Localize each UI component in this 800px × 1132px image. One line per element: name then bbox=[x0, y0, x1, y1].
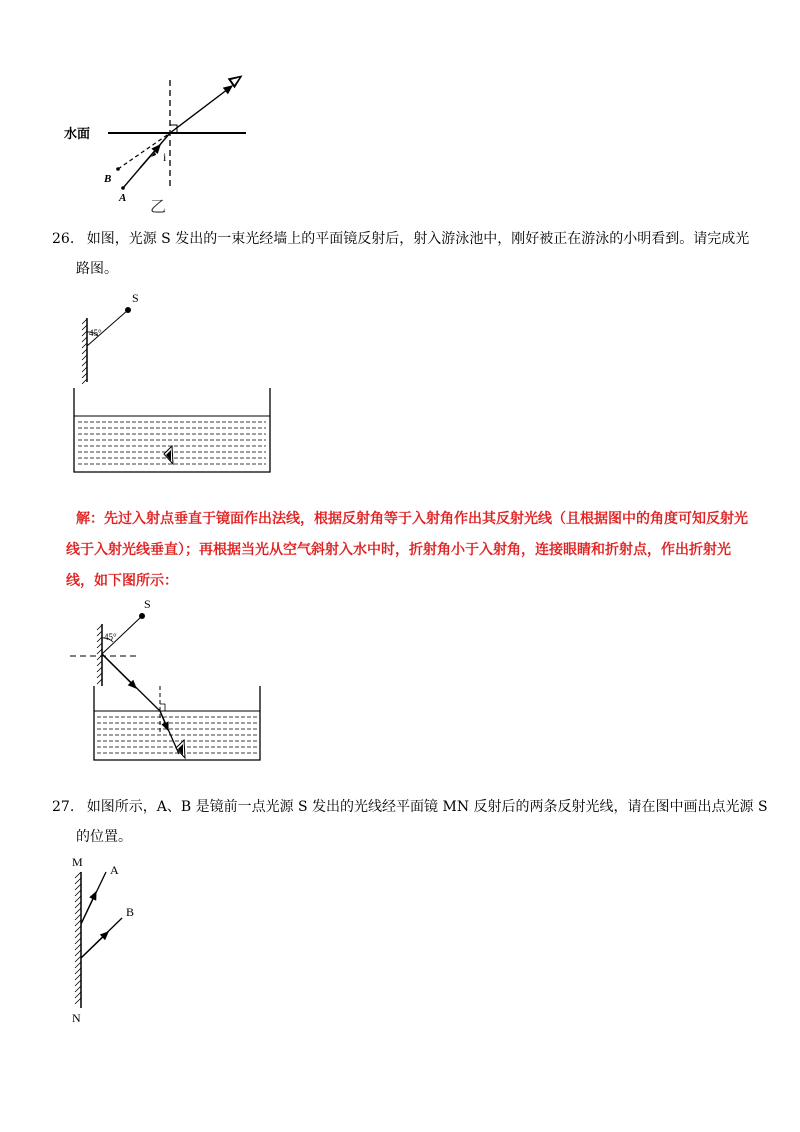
solution-line-2: 线于入射光线垂直）；再根据当光从空气斜射入水中时，折射角小于入射角，连接眼睛和折射点，作出折射光 bbox=[66, 542, 731, 558]
solution-line-3: 线，如下图所示： bbox=[66, 573, 178, 589]
water-surface-label: 水面 bbox=[64, 126, 91, 141]
label-b: B bbox=[126, 905, 135, 919]
label-n: N bbox=[72, 1011, 81, 1025]
figure-caption: 乙 bbox=[150, 199, 167, 216]
question-26-line2: 路图。 bbox=[76, 261, 118, 277]
solution-line-1: 解：先过入射点垂直于镜面作出法线，根据反射角等于入射角作出其反射光线（且根据图中的角度可知反射光 bbox=[76, 511, 748, 527]
question-27 bbox=[52, 792, 772, 822]
question-number: 27. bbox=[52, 799, 75, 815]
label-b: B bbox=[104, 173, 112, 185]
mirror-hatch bbox=[75, 872, 81, 1004]
light-source-s bbox=[139, 613, 145, 619]
question-text: 如图，光源 S 发出的一束光经墙上的平面镜反射后，射入游泳池中，刚好被正在游泳的小明看到。请完成光 bbox=[86, 231, 750, 247]
refracted-ray bbox=[170, 86, 232, 133]
figure-solution-26 bbox=[64, 594, 274, 764]
label-a: A bbox=[110, 863, 119, 877]
angle-label: 45° bbox=[89, 328, 102, 338]
question-26 bbox=[52, 224, 772, 254]
label-s: S bbox=[132, 291, 139, 305]
eye-icon bbox=[164, 446, 173, 464]
figure-water-refraction bbox=[60, 70, 260, 220]
angle-label: 45° bbox=[104, 632, 117, 642]
eye-icon bbox=[176, 740, 185, 758]
point-b bbox=[116, 167, 120, 171]
question-number: 26. bbox=[52, 231, 75, 247]
figure-q27 bbox=[66, 850, 176, 1030]
question-27-line2: 的位置。 bbox=[76, 829, 132, 845]
light-source-s bbox=[125, 307, 131, 313]
point-a bbox=[121, 186, 125, 190]
question-text: 如图所示，A、B 是镜前一点光源 S 发出的光线经平面镜 MN 反射后的两条反射光线，请在图中画出点光源 S bbox=[86, 799, 768, 815]
figure-q26 bbox=[70, 288, 280, 478]
label-i: i bbox=[163, 150, 167, 164]
label-s: S bbox=[144, 597, 151, 611]
eye-icon bbox=[228, 70, 246, 88]
label-m: M bbox=[72, 855, 83, 869]
label-a: A bbox=[119, 192, 127, 204]
